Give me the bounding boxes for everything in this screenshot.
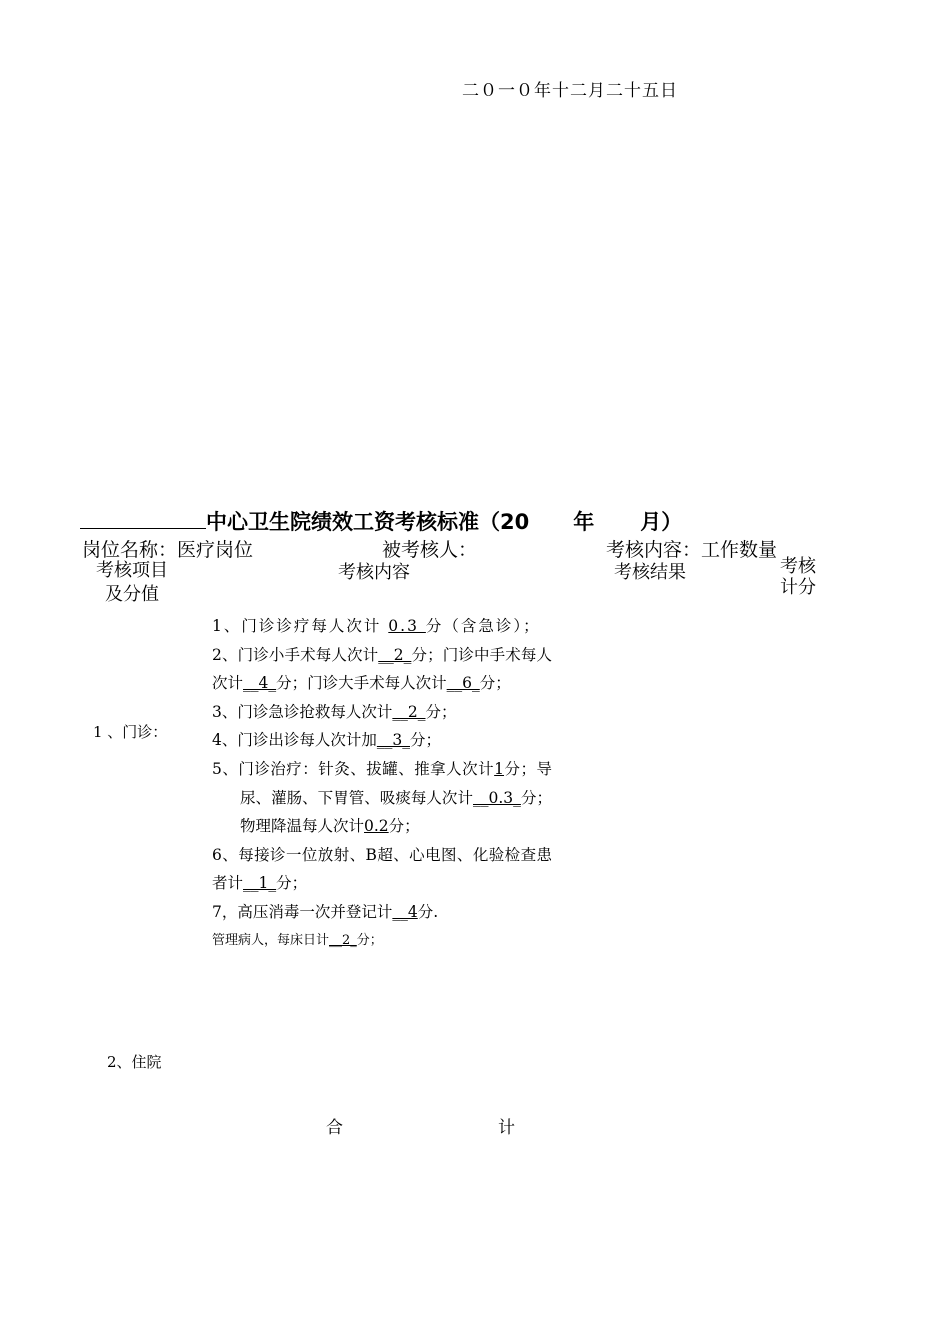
item-outpatient: 1 、门诊： bbox=[93, 723, 168, 741]
column-header-score-line2: 计分 bbox=[780, 577, 816, 598]
total-label-left: 合 bbox=[326, 1118, 343, 1138]
examinee-label: 被考核人： bbox=[382, 539, 478, 561]
title-main: 中心卫生院绩效工资考核标准（20 bbox=[206, 510, 530, 534]
content-line-4: 4、门诊出诊每人次计加__3_分； bbox=[212, 731, 442, 750]
title-month: 月） bbox=[640, 510, 683, 534]
content-line-3: 3、门诊急诊抢救每人次计__2_分； bbox=[212, 702, 457, 721]
content-line-2: 2、门诊小手术每人次计__2_分；门诊中手术每人次计__4_分；门诊大手术每人次计__6_分； bbox=[212, 645, 552, 693]
document-date: 二０一０年十二月二十五日 bbox=[462, 81, 678, 101]
column-header-score-line1: 考核 bbox=[780, 556, 816, 577]
total-label-right: 计 bbox=[498, 1118, 515, 1138]
hospital-name-blank bbox=[80, 508, 206, 529]
content-line-5: 5、门诊治疗：针灸、拔罐、推拿人次计1分；导尿、灌肠、下胃管、吸痰每人次计__0.3_分；物理降温每人次计0.2分； bbox=[212, 759, 552, 836]
item-inpatient: 2、住院 bbox=[107, 1053, 162, 1071]
assessment-content bbox=[212, 612, 552, 955]
column-header-result: 考核结果 bbox=[614, 562, 686, 583]
content-type: 考核内容：工作数量 bbox=[606, 539, 778, 561]
content-line-1: 1、门诊诊疗每人次计 0.3 分（含急诊）； bbox=[212, 617, 541, 635]
content-line-8: 管理病人，每床日计__2_分； bbox=[212, 932, 383, 948]
title-year: 年 bbox=[573, 510, 595, 534]
content-line-7: 7，高压消毒一次并登记计__4分. bbox=[212, 902, 439, 921]
column-header-content: 考核内容 bbox=[338, 562, 410, 583]
column-header-item-line2: 及分值 bbox=[105, 584, 159, 605]
column-header-score bbox=[780, 556, 816, 598]
post-name: 岗位名称：医疗岗位 bbox=[82, 539, 254, 561]
column-header-item bbox=[96, 559, 168, 607]
page-title bbox=[80, 506, 682, 536]
content-line-6: 6、每接诊一位放射、B超、心电图、化验检查患者计__1_分； bbox=[212, 845, 552, 893]
column-header-item-line1: 考核项目 bbox=[96, 560, 168, 581]
